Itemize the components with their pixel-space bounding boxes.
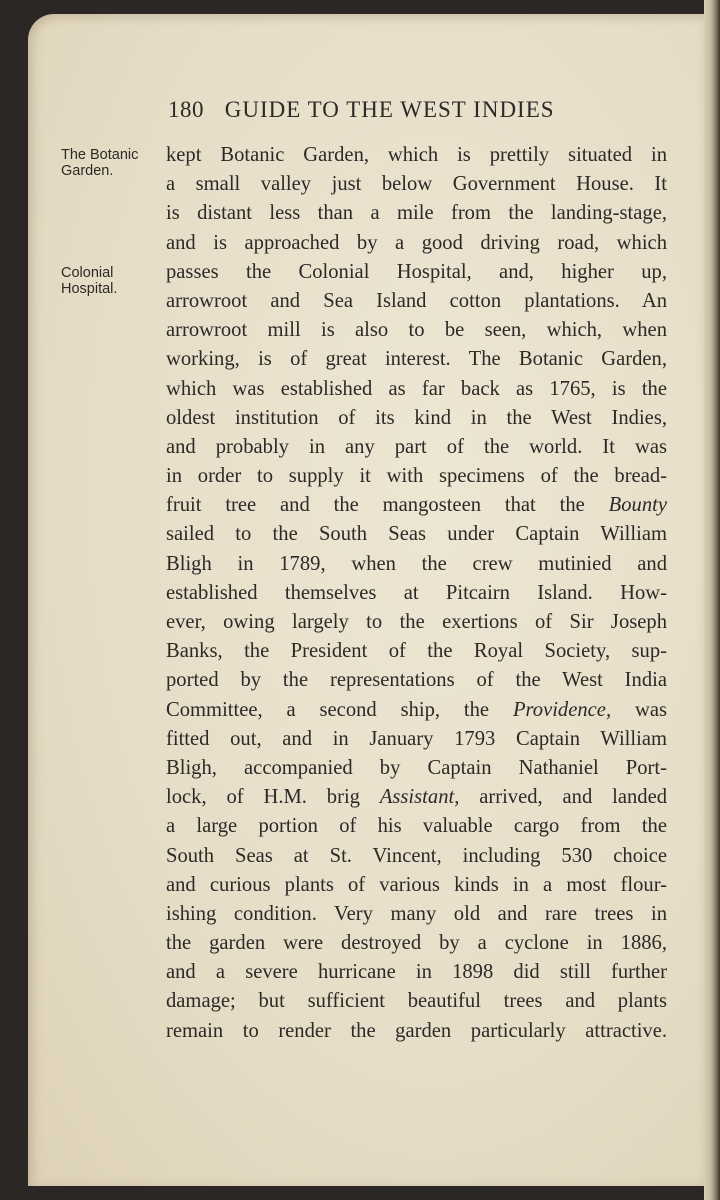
text-line: Banks, the President of the Royal Society, sup- bbox=[166, 640, 667, 663]
text-line: kept Botanic Garden, which is prettily situated in bbox=[166, 144, 667, 166]
text-line: ishing condition. Very many old and rare trees in bbox=[166, 902, 667, 925]
text-line: fitted out, and in January 1793 Captain William bbox=[166, 727, 667, 750]
text-line: and probably in any part of the world. It was bbox=[166, 435, 667, 458]
sidenote-line: Colonial bbox=[61, 265, 114, 281]
text-fragment: fruit tree and the mangosteen that the bbox=[166, 494, 585, 517]
sidenote-line: The Botanic bbox=[61, 147, 139, 163]
ship-name-bounty: Bounty bbox=[608, 494, 667, 517]
text-line: damage; but sufficient beautiful trees and plants bbox=[166, 990, 667, 1013]
text-line: the garden were destroyed by a cyclone in 1886, bbox=[166, 932, 667, 955]
text-fragment: was bbox=[634, 698, 667, 721]
page-edge bbox=[704, 0, 720, 1200]
text-line: established themselves at Pitcairn Island. How- bbox=[166, 581, 667, 604]
text-line: and is approached by a good driving road, which bbox=[166, 231, 667, 254]
text-line: a small valley just below Government House. It bbox=[166, 173, 667, 196]
text-line: and curious plants of various kinds in a most flour- bbox=[166, 873, 667, 896]
text-line bbox=[166, 491, 667, 520]
sidenote-colonial-hospital bbox=[61, 265, 117, 297]
text-line: Bligh, accompanied by Captain Nathaniel Port- bbox=[166, 756, 667, 779]
running-title: GUIDE TO THE WEST INDIES bbox=[224, 97, 555, 122]
text-line: arrowroot mill is also to be seen, which, when bbox=[166, 319, 667, 342]
text-line: is distant less than a mile from the landing-stage, bbox=[166, 202, 667, 225]
text-fragment: arrived, and landed bbox=[479, 786, 668, 809]
text-line: in order to supply it with specimens of the bread- bbox=[166, 465, 667, 488]
text-line: working, is of great interest. The Botanic Garden, bbox=[166, 348, 667, 371]
page-number: 180 bbox=[168, 97, 204, 122]
ship-name-assistant: Assistant, bbox=[379, 786, 460, 809]
text-line: remain to render the garden particularly attractive. bbox=[166, 1019, 667, 1042]
text-fragment: Committee, a second ship, the bbox=[166, 698, 490, 721]
text-line: a large portion of his valuable cargo from the bbox=[166, 815, 667, 838]
text-line: arrowroot and Sea Island cotton plantations. An bbox=[166, 289, 667, 312]
text-line: ported by the representations of the West India bbox=[166, 669, 667, 692]
ship-name-providence: Providence, bbox=[512, 698, 612, 721]
body-text bbox=[166, 141, 667, 1046]
sidenote-line: Hospital. bbox=[61, 281, 118, 297]
text-line: passes the Colonial Hospital, and, higher up, bbox=[166, 260, 667, 283]
text-line: and a severe hurricane in 1898 did still further bbox=[166, 961, 667, 984]
text-line: oldest institution of its kind in the West Indies, bbox=[166, 406, 667, 429]
text-line: sailed to the South Seas under Captain William bbox=[166, 523, 667, 546]
text-fragment: lock, of H.M. brig bbox=[166, 786, 360, 809]
sidenote-botanic-garden bbox=[61, 147, 138, 179]
text-line: South Seas at St. Vincent, including 530 choice bbox=[166, 844, 667, 867]
text-line: Bligh in 1789, when the crew mutinied and bbox=[166, 552, 667, 575]
text-line: ever, owing largely to the exertions of Sir Joseph bbox=[166, 611, 667, 633]
text-line bbox=[166, 783, 667, 812]
sidenote-line: Garden. bbox=[61, 163, 114, 179]
running-header bbox=[168, 97, 668, 123]
text-line: which was established as far back as 1765, is the bbox=[166, 377, 667, 400]
text-line bbox=[166, 696, 667, 725]
